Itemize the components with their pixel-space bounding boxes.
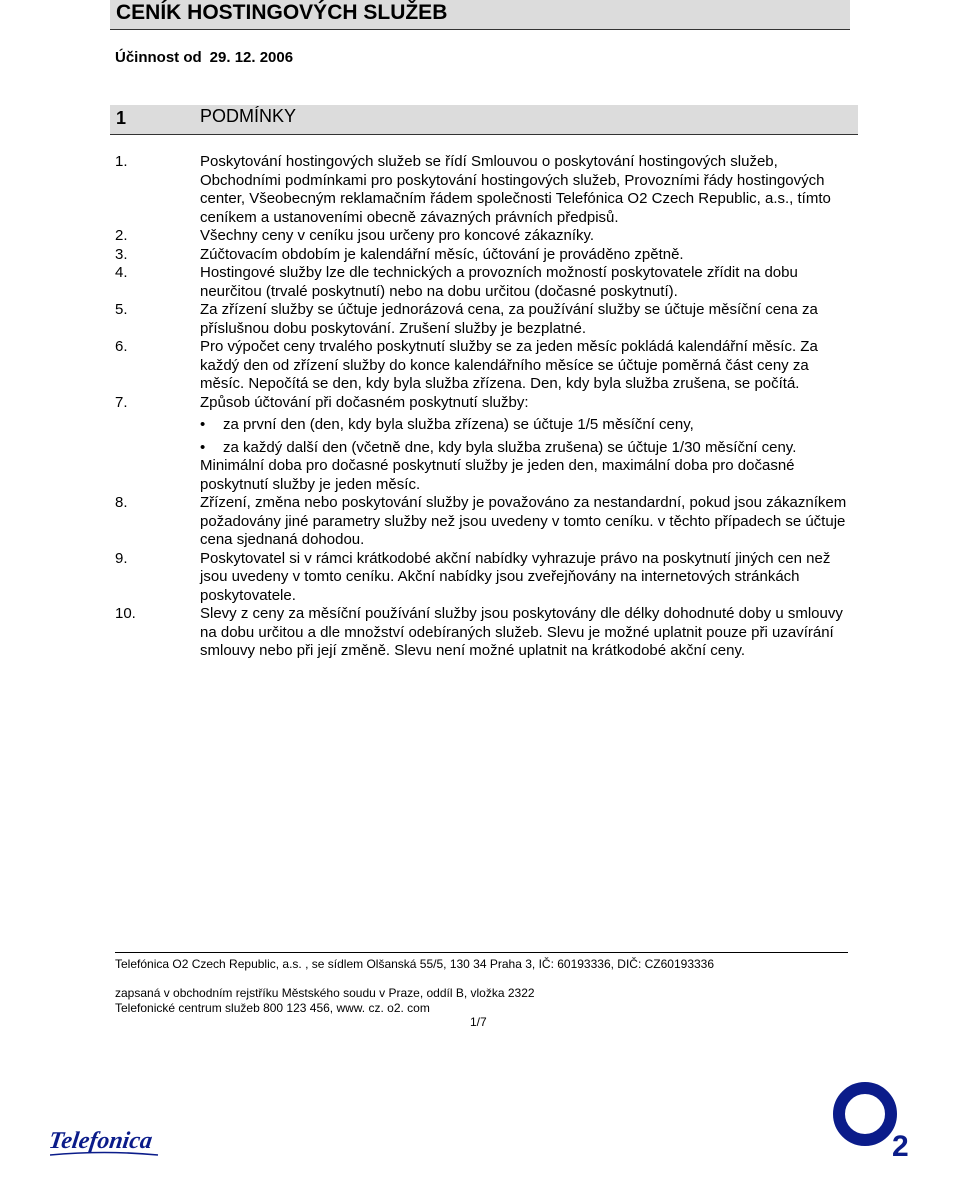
footer-company: Telefónica O2 Czech Republic, a.s. , se sídlem Olšanská 55/5, 130 34 Praha 3, IČ: 60193336, DIČ: CZ60193336 — [115, 957, 715, 971]
term-item — [115, 153, 855, 227]
term-number: 9. — [115, 549, 128, 567]
section-header-bar — [110, 105, 858, 135]
page-number: 1/7 — [470, 1015, 487, 1029]
term-number: 8. — [115, 494, 128, 511]
term-number: 5. — [115, 301, 128, 318]
term-item — [115, 338, 855, 394]
term-text: Hostingové služby lze dle technických a provozních možností poskytovatele zřídit na dobu neurčitou (trvalé poskytnutí) nebo na dobu určitou (dočasné poskytnutí). — [200, 264, 798, 300]
term-text: Slevy z ceny za měsíční používání služby jsou poskytovány dle délky dohodnuté doby u smlouvy na dobu určitou a dle množství odebíraných služeb. Slevu je možné uplatnit pouze při uzavírání smlouvy nebo při její změně. Slevu není možné uplatnit na krátkodobé akční ceny. — [200, 605, 843, 659]
telefonica-logo — [50, 1120, 160, 1165]
term-item — [115, 494, 855, 550]
term-text-after: Minimální doba pro dočasné poskytnutí služby je jeden den, maximální doba pro dočasné poskytnutí služby je jeden měsíc. — [200, 457, 795, 493]
o2-logo — [832, 1078, 922, 1165]
term-number: 3. — [115, 245, 128, 263]
effective-date-line — [115, 49, 293, 66]
footer-divider — [115, 952, 848, 953]
term-item — [115, 605, 855, 661]
terms-list — [115, 153, 855, 661]
term-text: Poskytování hostingových služeb se řídí Smlouvou o poskytování hostingových služeb, Obchodními podmínkami pro poskytování hostingových služeb, Provozními řády hostingových center, Všeobecným reklamačním řádem společnosti Telefónica O2 Czech Republic, a.s., tímto ceníkem a ustanoveními obecně závazných právních předpisů. — [200, 153, 831, 226]
svg-text:2: 2 — [892, 1130, 909, 1160]
term-item — [115, 227, 855, 246]
svg-text:Telefonica: Telefonica — [50, 1128, 154, 1154]
term-text: Za zřízení služby se účtuje jednorázová cena, za používání služby se účtuje měsíční cena za příslušnou dobu poskytování. Zrušení služby je bezplatné. — [200, 301, 818, 337]
term-text: Pro výpočet ceny trvalého poskytnutí služby se za jeden měsíc pokládá kalendářní měsíc. Za každý den od zřízení služby do konce kalendářního měsíce se účtuje poměrná část ceny za měsíc. Nepočítá se den, kdy byla služba zřízena. Den, kdy byla služba zrušena, se počítá. — [200, 338, 818, 392]
term-number: 6. — [115, 338, 128, 355]
term-number: 4. — [115, 264, 128, 281]
term-text: Zřízení, změna nebo poskytování služby je považováno za nestandardní, pokud jsou zákazníkem požadovány jiné parametry služby než jsou uvedeny v tomto ceníku. v těchto případech se účtuje cena sjednaná dohodou. — [200, 494, 847, 548]
footer-contact: Telefonické centrum služeb 800 123 456, www. cz. o2. com — [115, 1001, 430, 1015]
term-text: Poskytovatel si v rámci krátkodobé akční nabídky vyhrazuje právo na poskytnutí jiných cen než jsou uvedeny v tomto ceníku. Akční nabídky jsou zveřejňovány na internetových stránkách poskytovatele. — [200, 549, 831, 604]
term-item — [115, 550, 855, 606]
document-title: CENÍK HOSTINGOVÝCH SLUŽEB — [116, 1, 448, 24]
term-item — [115, 301, 855, 338]
footer-register: zapsaná v obchodním rejstříku Městského soudu v Praze, oddíl B, vložka 2322 — [115, 986, 535, 1000]
term-item — [115, 264, 855, 301]
term-text: Způsob účtování při dočasném poskytnutí služby: — [200, 393, 529, 411]
effective-label: Účinnost od — [115, 49, 202, 66]
section-number: 1 — [116, 108, 127, 128]
term-number: 2. — [115, 227, 128, 244]
term-number: 1. — [115, 153, 128, 170]
term-text: Všechny ceny v ceníku jsou určeny pro koncové zákazníky. — [200, 227, 595, 244]
term-item — [115, 246, 855, 265]
section-title: PODMÍNKY — [200, 106, 297, 126]
term-text: Zúčtovacím obdobím je kalendářní měsíc, účtování je prováděno zpětně. — [200, 245, 684, 263]
term-item — [115, 394, 855, 495]
term-number: 10. — [115, 605, 136, 622]
document-title-bar — [110, 0, 850, 30]
term-number: 7. — [115, 393, 128, 411]
bullet-item: • za každý další den (včetně dne, kdy byla služba zrušena) se účtuje 1/30 měsíční ceny. — [200, 439, 855, 458]
bullet-item: • za první den (den, kdy byla služba zřízena) se účtuje 1/5 měsíční ceny, — [200, 416, 855, 435]
effective-date: 29. 12. 2006 — [209, 49, 294, 66]
